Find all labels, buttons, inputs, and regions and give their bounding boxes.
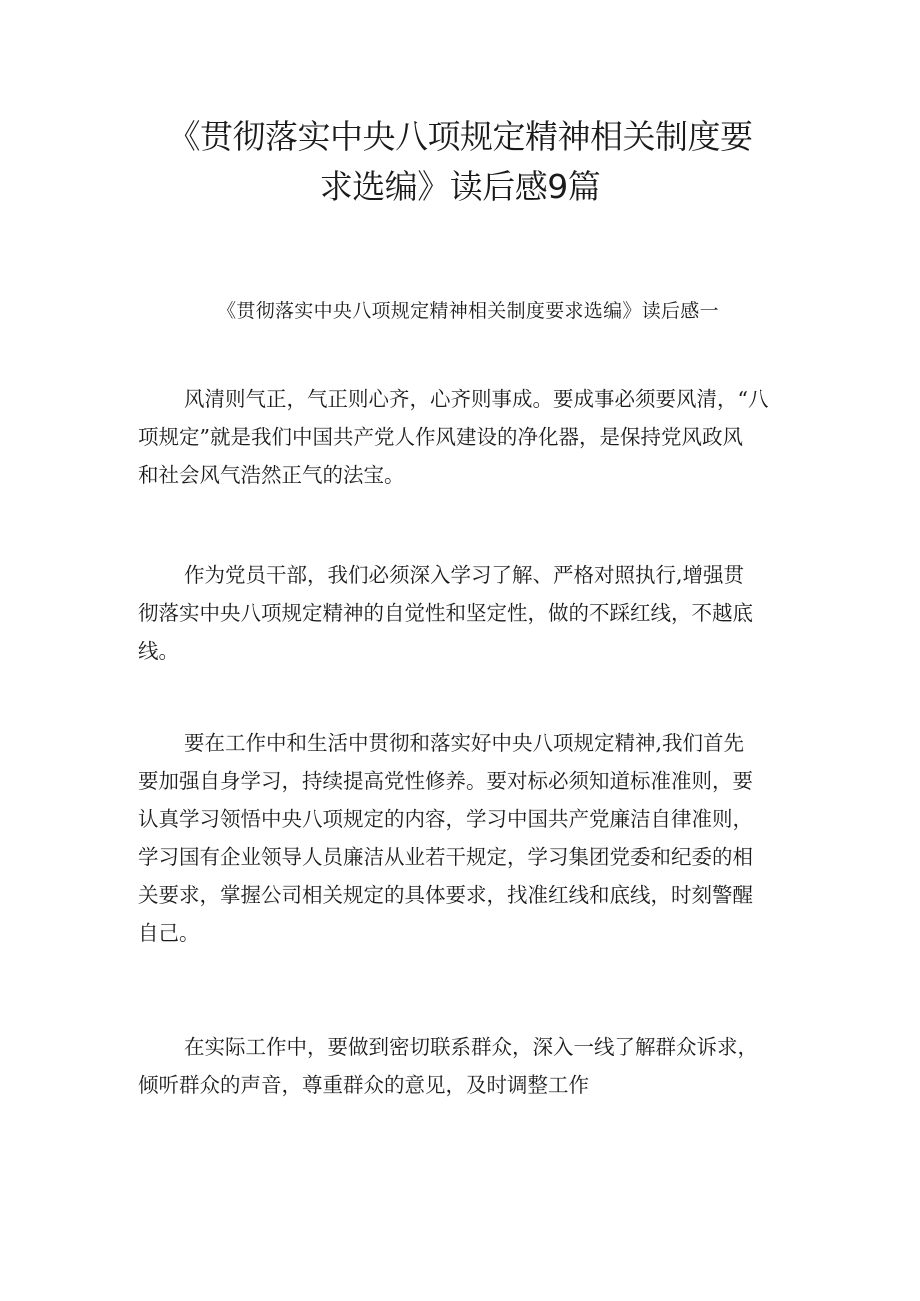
paragraph-line: 要加强自身学习，持续提高党性修养。要对标必须知道标准准则，要 [138,769,753,793]
paragraph-line: 作为党员干部，我们必须深入学习了解、严格对照执行,增强贯 [184,563,745,587]
paragraph-3 [138,724,788,952]
document-title [120,112,800,212]
paragraph-line: 在实际工作中，要做到密切联系群众，深入一线了解群众诉求， [184,1035,758,1059]
paragraph-line: 学习国有企业领导人员廉洁从业若干规定，学习集团党委和纪委的相 [138,845,753,869]
paragraph-line: 线。 [138,639,179,663]
paragraph-2 [138,556,788,670]
paragraph-line: 风清则气正，气正则心齐，心齐则事成。要成事必须要风清，“八 [184,387,769,411]
paragraph-line: 和社会风气浩然正气的法宝。 [138,463,405,487]
paragraph-line: 自己。 [138,921,200,945]
section-heading: 《贯彻落实中央八项规定精神相关制度要求选编》读后感一 [217,300,719,322]
paragraph-1 [138,380,788,494]
document-title-line-1: 《贯彻落实中央八项规定精神相关制度要 [167,117,753,156]
paragraph-line: 项规定”就是我们中国共产党人作风建设的净化器，是保持党风政风 [138,425,743,449]
paragraph-line: 彻落实中央八项规定精神的自觉性和坚定性，做的不踩红线，不越底 [138,601,753,625]
paragraph-line: 认真学习领悟中央八项规定的内容，学习中国共产党廉洁自律准则， [138,807,753,831]
document-title-line-2: 求选编》读后感9篇 [319,167,601,206]
paragraph-4 [138,1028,788,1104]
paragraph-line: 关要求，掌握公司相关规定的具体要求，找准红线和底线，时刻警醒 [138,883,753,907]
paragraph-line: 倾听群众的声音，尊重群众的意见，及时调整工作 [138,1073,589,1097]
paragraph-line: 要在工作中和生活中贯彻和落实好中央八项规定精神,我们首先 [184,731,745,755]
